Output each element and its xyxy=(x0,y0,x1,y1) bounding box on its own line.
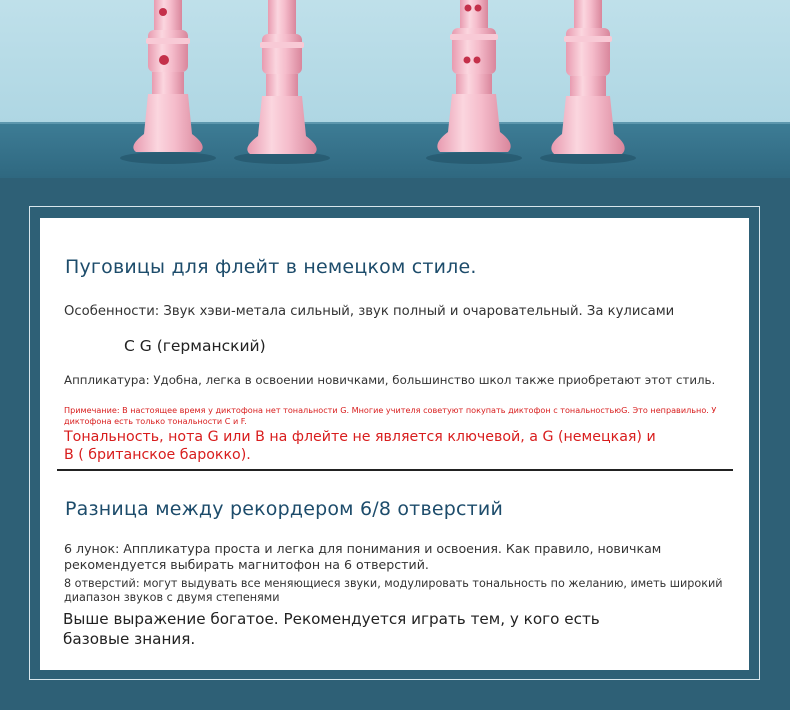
note-big-text: Тональность, нота G или B на флейте не является ключевой, а G (немецкая) и B ( британское барокко). xyxy=(64,429,656,463)
product-photo xyxy=(0,0,790,178)
recorder-flute-icon xyxy=(232,0,332,170)
features-text: Особенности: Звук хэви-метала сильный, звук полный и очаровательный. За кулисами xyxy=(64,304,675,319)
note-small-text: Примечание: В настоящее время у диктофона нет тональности G. Многие учителя советуют покупать диктофон с тональностьюG. Это неправильно. У диктофона есть только тональности C и F. xyxy=(64,405,717,426)
eight-holes-text: 8 отверстий: могут выдувать все меняющиеся звуки, модулировать тональность по желанию, иметь широкий диапазон звуков с двумя степенями xyxy=(64,577,723,604)
info-card xyxy=(40,218,749,670)
section-divider xyxy=(57,469,733,471)
recorder-flute-icon xyxy=(118,0,218,170)
expression-text: Выше выражение богатое. Рекомендуется играть тем, у кого есть базовые знания. xyxy=(63,610,600,648)
section-title-german-style: Пуговицы для флейт в немецком стиле. xyxy=(65,256,477,278)
keys-text: C G (германский) xyxy=(124,337,266,355)
recorder-flute-icon xyxy=(538,0,638,170)
recorder-flute-icon xyxy=(424,0,524,170)
fingering-text: Аппликатура: Удобна, легка в освоении новичками, большинство школ также приобретают этот стиль. xyxy=(64,373,716,387)
section-title-holes: Разница между рекордером 6/8 отверстий xyxy=(65,498,504,520)
six-holes-text: 6 лунок: Аппликатура проста и легка для понимания и освоения. Как правило, новичкам рекомендуется выбирать магнитофон на 6 отверстий. xyxy=(64,541,662,572)
